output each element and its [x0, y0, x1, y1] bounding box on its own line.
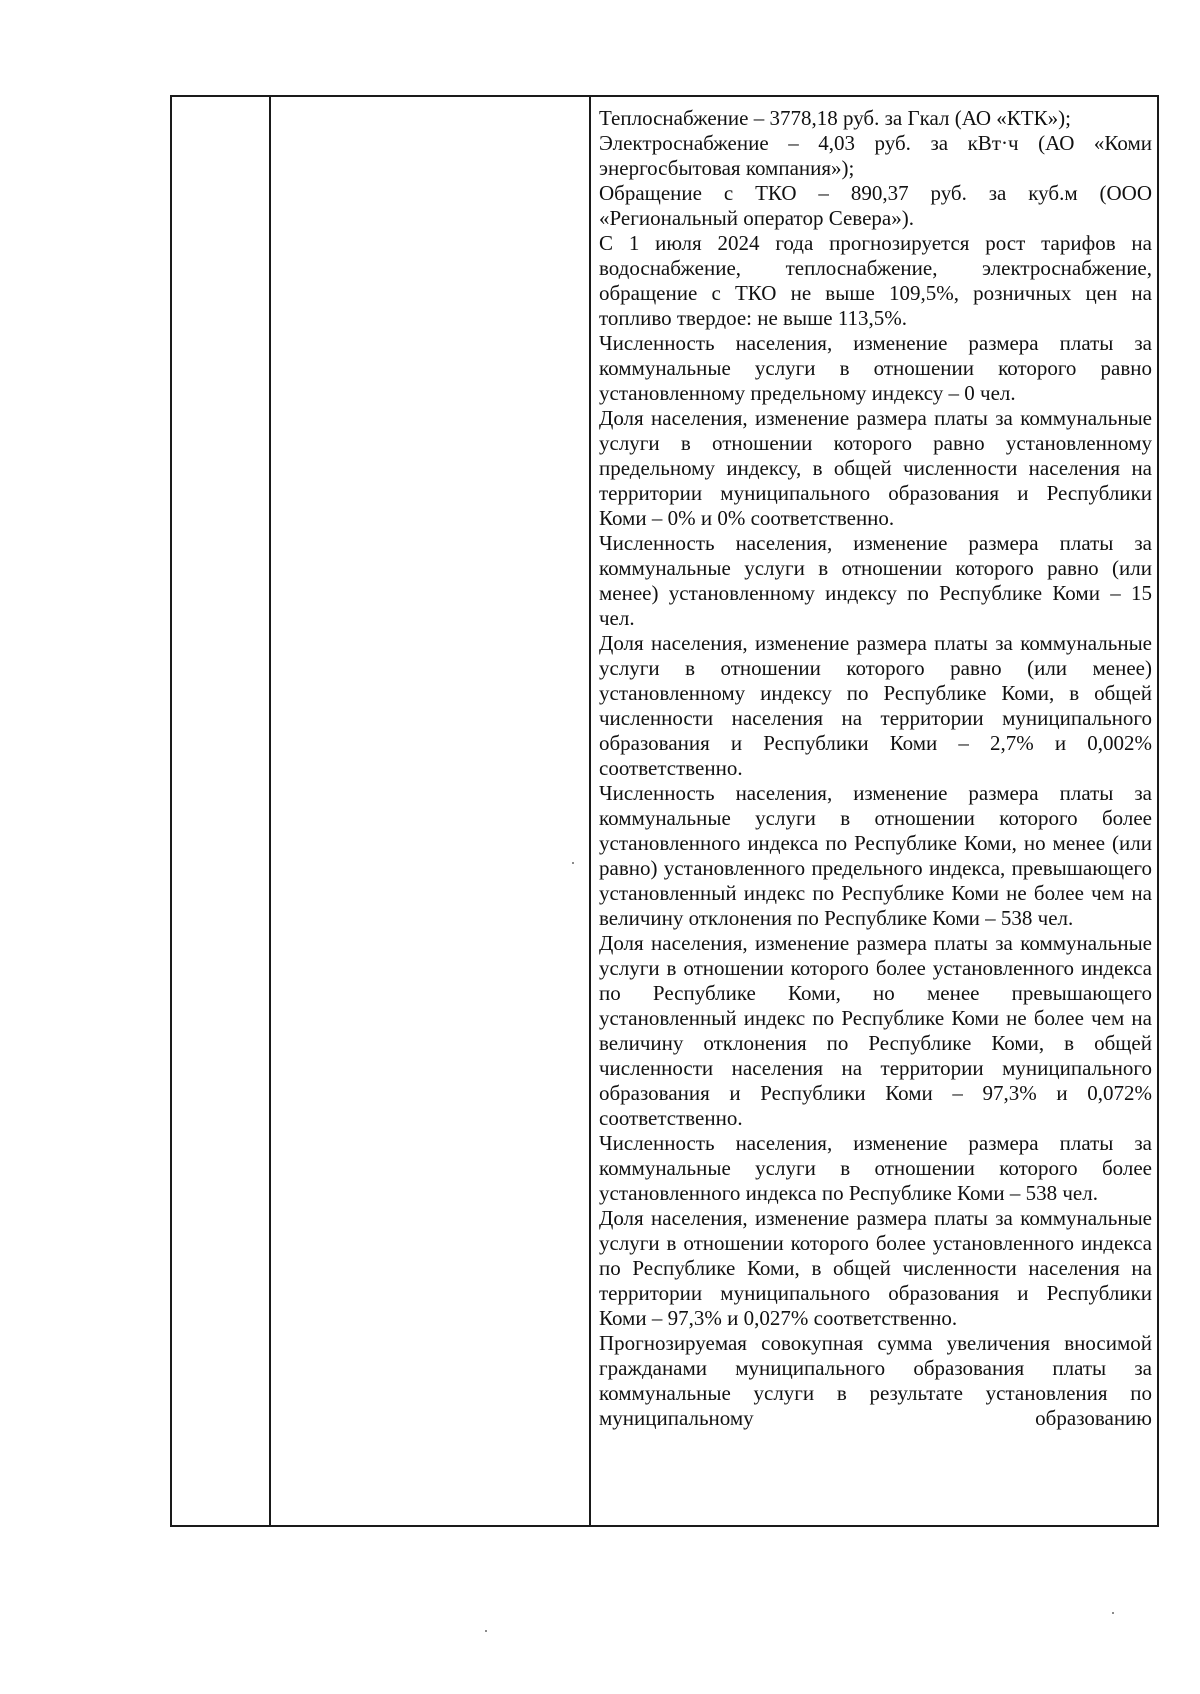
paragraph-waste-management: Обращение с ТКО – 890,37 руб. за куб.м (ООО «Региональный оператор Севера»).: [599, 181, 1152, 230]
paragraph-tariff-forecast: С 1 июля 2024 года прогнозируется рост тарифов на водоснабжение, теплоснабжение, электроснабжение, обращение с ТКО не выше 109,5%, розничных цен на топливо твердое: не выше 113,5%.: [599, 231, 1152, 330]
paragraph-share-at-or-below-index: Доля населения, изменение размера платы за коммунальные услуги в отношении которого равно (или менее) установленному индексу по Республике Коми, в общей численности населения на территории муниципального образования и Республики Коми – 2,7% и 0,002% соответственно.: [599, 631, 1152, 780]
paragraph-population-above-index: Численность населения, изменение размера платы за коммунальные услуги в отношении которого более установленного индекса по Республике Коми – 538 чел.: [599, 1131, 1152, 1205]
paragraph-share-limit-index: Доля населения, изменение размера платы за коммунальные услуги в отношении которого равно установленному предельному индексу, в общей численности населения на территории муниципального образования и Республики Коми – 0% и 0% соответственно.: [599, 406, 1152, 530]
paragraph-share-above-index: Доля населения, изменение размера платы за коммунальные услуги в отношении которого более установленного индекса по Республике Коми, в общей численности населения на территории муниципального образования и Республики Коми – 97,3% и 0,027% соответственно.: [599, 1206, 1152, 1330]
table-column-name: [271, 97, 591, 1525]
paragraph-heat-supply: Теплоснабжение – 3778,18 руб. за Гкал (АО «КТК»);: [599, 106, 1071, 130]
paragraph-electricity-supply: Электроснабжение – 4,03 руб. за кВт·ч (АО «Коми энергосбытовая компания»);: [599, 131, 1152, 180]
paragraph-forecast-total-increase: Прогнозируемая совокупная сумма увеличения вносимой гражданами муниципального образования платы за коммунальные услуги в результате установления по муниципальному образованию: [599, 1331, 1152, 1430]
paragraph-population-limit-index: Численность населения, изменение размера платы за коммунальные услуги в отношении которого равно установленному предельному индексу – 0 чел.: [599, 331, 1152, 405]
document-table: [170, 95, 1159, 1527]
table-column-content: [591, 97, 1157, 1525]
paragraph-population-above-index-within-deviation: Численность населения, изменение размера платы за коммунальные услуги в отношении которого более установленного индекса по Республике Коми, но менее (или равно) установленного предельного индекса, превышающего установленный индекс по Республике Коми не более чем на величину отклонения по Республике Коми – 538 чел.: [599, 781, 1152, 930]
scan-speck: [1112, 1612, 1114, 1614]
table-column-number: [172, 97, 271, 1525]
scan-speck: [485, 1630, 487, 1632]
paragraph-share-above-index-within-deviation: Доля населения, изменение размера платы за коммунальные услуги в отношении которого более установленного индекса по Республике Коми, но менее превышающего установленный индекс по Республике Коми не более чем на величину отклонения по Республике Коми, в общей численности населения на территории муниципального образования и Республики Коми – 97,3% и 0,072% соответственно.: [599, 931, 1152, 1130]
paragraph-population-at-or-below-index: Численность населения, изменение размера платы за коммунальные услуги в отношении которого равно (или менее) установленному индексу по Республике Коми – 15 чел.: [599, 531, 1152, 630]
scan-speck: [572, 862, 574, 864]
